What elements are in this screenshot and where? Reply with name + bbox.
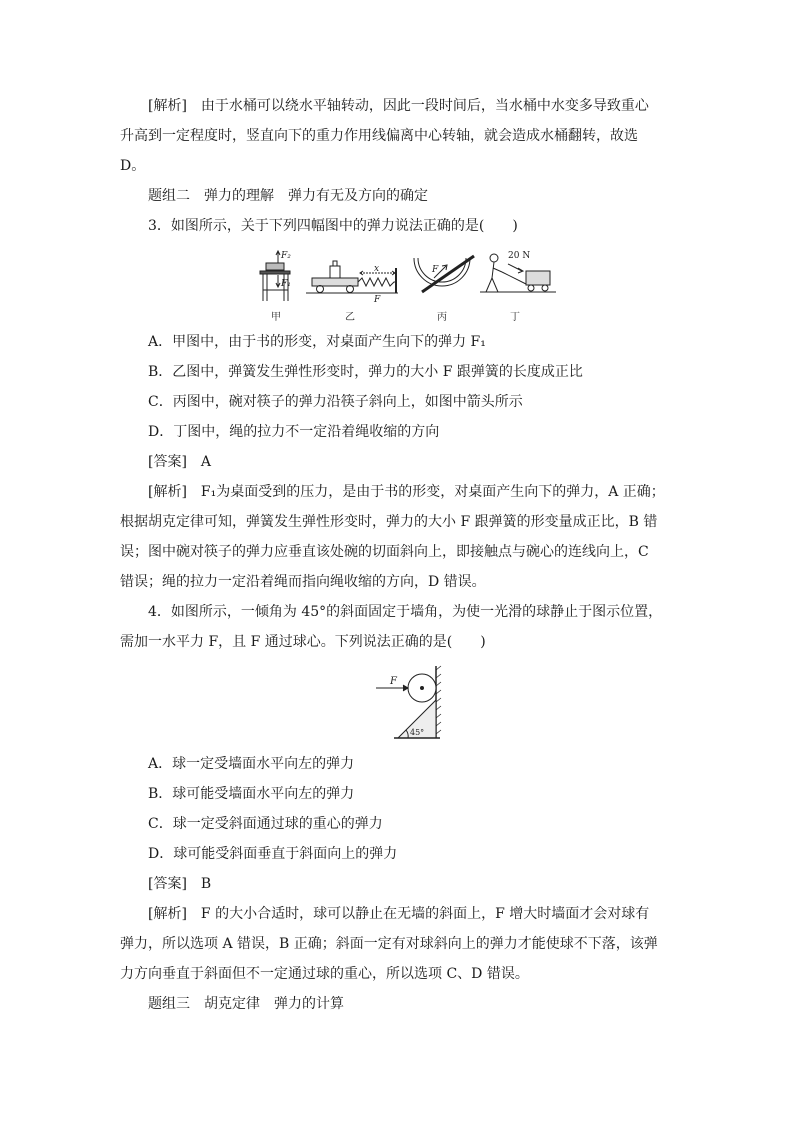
q4-answer: [答案] B <box>148 876 212 892</box>
q4-stem-line-1: 4．如图所示，一倾角为 45°的斜面固定于墙角，为使一光滑的球静止于图示位置， <box>148 604 663 620</box>
q4-stem-line-2: 需加一水平力 F，且 F 通过球心。下列说法正确的是( ) <box>120 634 486 650</box>
label-20n: 20 N <box>508 251 531 261</box>
q2-analysis-line-3: D。 <box>120 158 146 174</box>
label-f1: F₁ <box>281 279 291 289</box>
q4-analysis-line-1: [解析] F 的大小合适时，球可以静止在无墙的斜面上，F 增大时墙面才会对球有 <box>148 906 650 922</box>
q4-option-b: B．球可能受墙面水平向左的弹力 <box>148 786 355 802</box>
q4-analysis-line-2: 弹力，所以选项 A 错误，B 正确；斜面一定有对球斜向上的弹力才能使球不下落，该弹 <box>120 936 658 952</box>
q3-analysis-line-3: 误；图中碗对筷子的弹力应垂直该处碗的切面斜向上，即接触点与碗心的连线向上，C <box>120 544 649 560</box>
q2-analysis-line-2: 升高到一定程度时，竖直向下的重力作用线偏离中心转轴，就会造成水桶翻转，故选 <box>120 128 638 144</box>
label-angle: 45° <box>410 728 425 737</box>
q4-option-d: D．球可能受斜面垂直于斜面向上的弹力 <box>148 846 398 862</box>
q3-answer: [答案] A <box>148 454 212 470</box>
q3-stem: 3．如图所示，关于下列四幅图中的弹力说法正确的是( ) <box>148 218 518 234</box>
caption-bing: 丙 <box>437 312 447 323</box>
group2-title: 题组二 弹力的理解 弹力有无及方向的确定 <box>148 188 428 204</box>
label-f-spring: F <box>374 295 381 305</box>
bowl-chopstick-diagram <box>414 256 474 292</box>
label-x: x <box>374 264 380 274</box>
caption-ding: 丁 <box>510 312 520 323</box>
q3-option-b: B．乙图中，弹簧发生弹性形变时，弹力的大小 F 跟弹簧的长度成正比 <box>148 364 583 380</box>
group3-title: 题组三 胡克定律 弹力的计算 <box>148 996 344 1012</box>
q2-analysis-line-1: [解析] 由于水桶可以绕水平轴转动，因此一段时间后，当水桶中水变多导致重心 <box>148 98 649 114</box>
q3-option-a: A．甲图中，由于书的形变，对桌面产生向下的弹力 F₁ <box>148 334 486 350</box>
q3-analysis-line-1: [解析] F₁为桌面受到的压力，是由于书的形变，对桌面产生向下的弹力，A 正确； <box>148 484 665 500</box>
q4-analysis-line-3: 力方向垂直于斜面但不一定通过球的重心，所以选项 C、D 错误。 <box>120 966 529 982</box>
q3-analysis-line-2: 根据胡克定律可知，弹簧发生弹性形变时，弹力的大小 F 跟弹簧的形变量成正比，B 错 <box>120 514 658 530</box>
caption-yi: 乙 <box>345 312 355 323</box>
cart-spring-diagram <box>306 261 398 293</box>
q3-option-c: C．丙图中，碗对筷子的弹力沿筷子斜向上，如图中箭头所示 <box>148 394 523 410</box>
label-f-bowl: F <box>432 265 439 275</box>
q3-option-d: D．丁图中，绳的拉力不一定沿着绳收缩的方向 <box>148 424 440 440</box>
caption-jia: 甲 <box>271 312 281 323</box>
q4-option-a: A．球一定受墙面水平向左的弹力 <box>148 756 355 772</box>
q4-figure <box>370 664 456 744</box>
label-force-f: F <box>390 676 397 687</box>
q4-option-c: C．球一定受斜面通过球的重心的弹力 <box>148 816 383 832</box>
label-f2: F₂ <box>281 251 291 261</box>
q3-figure <box>256 244 556 326</box>
q3-analysis-line-4: 错误；绳的拉力一定沿着绳而指向绳收缩的方向，D 错误。 <box>120 574 486 590</box>
